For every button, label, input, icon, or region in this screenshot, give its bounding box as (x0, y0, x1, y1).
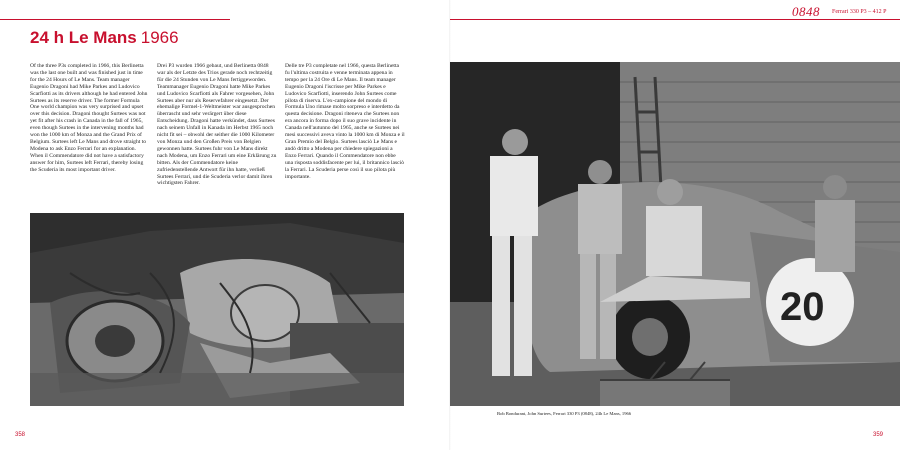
pit-team-illustration (450, 62, 900, 406)
model-name: Ferrari 330 P3 – 412 P (832, 9, 887, 15)
header-rule-left (0, 19, 230, 20)
chassis-code: 0848 (792, 4, 820, 19)
header-rule-right (450, 19, 900, 20)
text-column-german: Drei P3 wurden 1966 gebaut, und Berlinetta 0848 war als der Letzte des Trios gerade noch rechtzeitig für die 24 Stunden von Le Mans fertiggeworden. Teammanager Eugenio Dragoni hatte Mike Parkes und Ludovico Scarfiotti als Fahrer vorgesehen, John Surtees aber nur als Reservefahrer eingesetzt. Der ehemalige Formel-1-Weltmeister war ausgesprochen überrascht und sehr verärgert über diese Entscheidung. Dragoni hatte verkündet, dass Surtees nach seinem Unfall in Kanada im Herbst 1965 noch nicht fit sei – obwohl der seither die 1000 Kilometer von Monza und den Großen Preis von Belgien gewonnen hatte. Surtees fuhr von Le Mans direkt nach Modena, um Enzo Ferrari um eine Erklärung zu bitten. Als der Commendatore keine zufriedenstellende Antwort für ihn hatte, verließ Surtees Ferrari, und die Scuderia verlor damit ihren wichtigsten Fahrer. (157, 63, 277, 187)
running-header (0, 0, 900, 20)
text-column-italian: Delle tre P3 completate nel 1966, questa Berlinetta fu l'ultima costruita e venne terminata appena in tempo per la 24 Ore di Le Mans. Il team manager Eugenio Dragoni l'iscrisse per Mike Parkes e Ludovico Scarfiotti, inserendo John Surtees come pilota di riserva. L'ex-campione del mondo di Formula Uno rimase molto sorpreso e interdetto da questa decisione. Dragoni riteneva che Surtees non era ancora in forma dopo il suo grave incidente in Canada nell'autunno del 1965, anche se Surtees nei mesi successivi aveva vinto la 1000 km di Monza e il Gran Premio del Belgio. Surtees lasciò Le Mans e andò dritto a Modena per chiedere spiegazioni a Enzo Ferrari. Quando il Commendatore non ebbe una risposta soddisfacente per lui, il britannico lasciò la Ferrari. La Scuderia perse così il suo pilota più importante. (285, 63, 405, 180)
page-number-left: 358 (15, 432, 26, 438)
engine-bay-illustration (30, 213, 404, 406)
title-race: 24 h Le Mans (30, 28, 137, 47)
photo-caption: Bob Bondurant, John Surtees, Ferrari 330 P3 (0848), 24h Le Mans, 1966 (497, 411, 632, 416)
page-title (30, 28, 179, 48)
engine-bay-photo (30, 213, 404, 406)
page-number-right: 359 (873, 432, 884, 438)
title-year: 1966 (140, 28, 179, 47)
text-column-english: Of the three P3s completed in 1966, this Berlinetta was the last one built and was finished just in time for the 24 Hours of Le Mans. Team manager Eugenio Dragoni had Mike Parkes and Ludovico Scarfiotti as its drivers although he had entered John Surtees as its reserve driver. The former Formula One world champion was very surprised and upset over this decision. Dragoni thought Surtees was not yet fit after his crash in Canada in the fall of 1965, even though Surtees in the intervening months had won the 1000 km of Monza and the Grand Prix of Belgium. Surtees left Le Mans and drove straight to Modena to ask Enzo Ferrari for an explanation. When il Commendatore did not have a satisfactory answer for him, Surtees left Ferrari, thereby losing the Scuderia its most important driver. (30, 63, 148, 173)
car-number: 20 (780, 285, 825, 329)
pit-team-photo (450, 62, 900, 406)
